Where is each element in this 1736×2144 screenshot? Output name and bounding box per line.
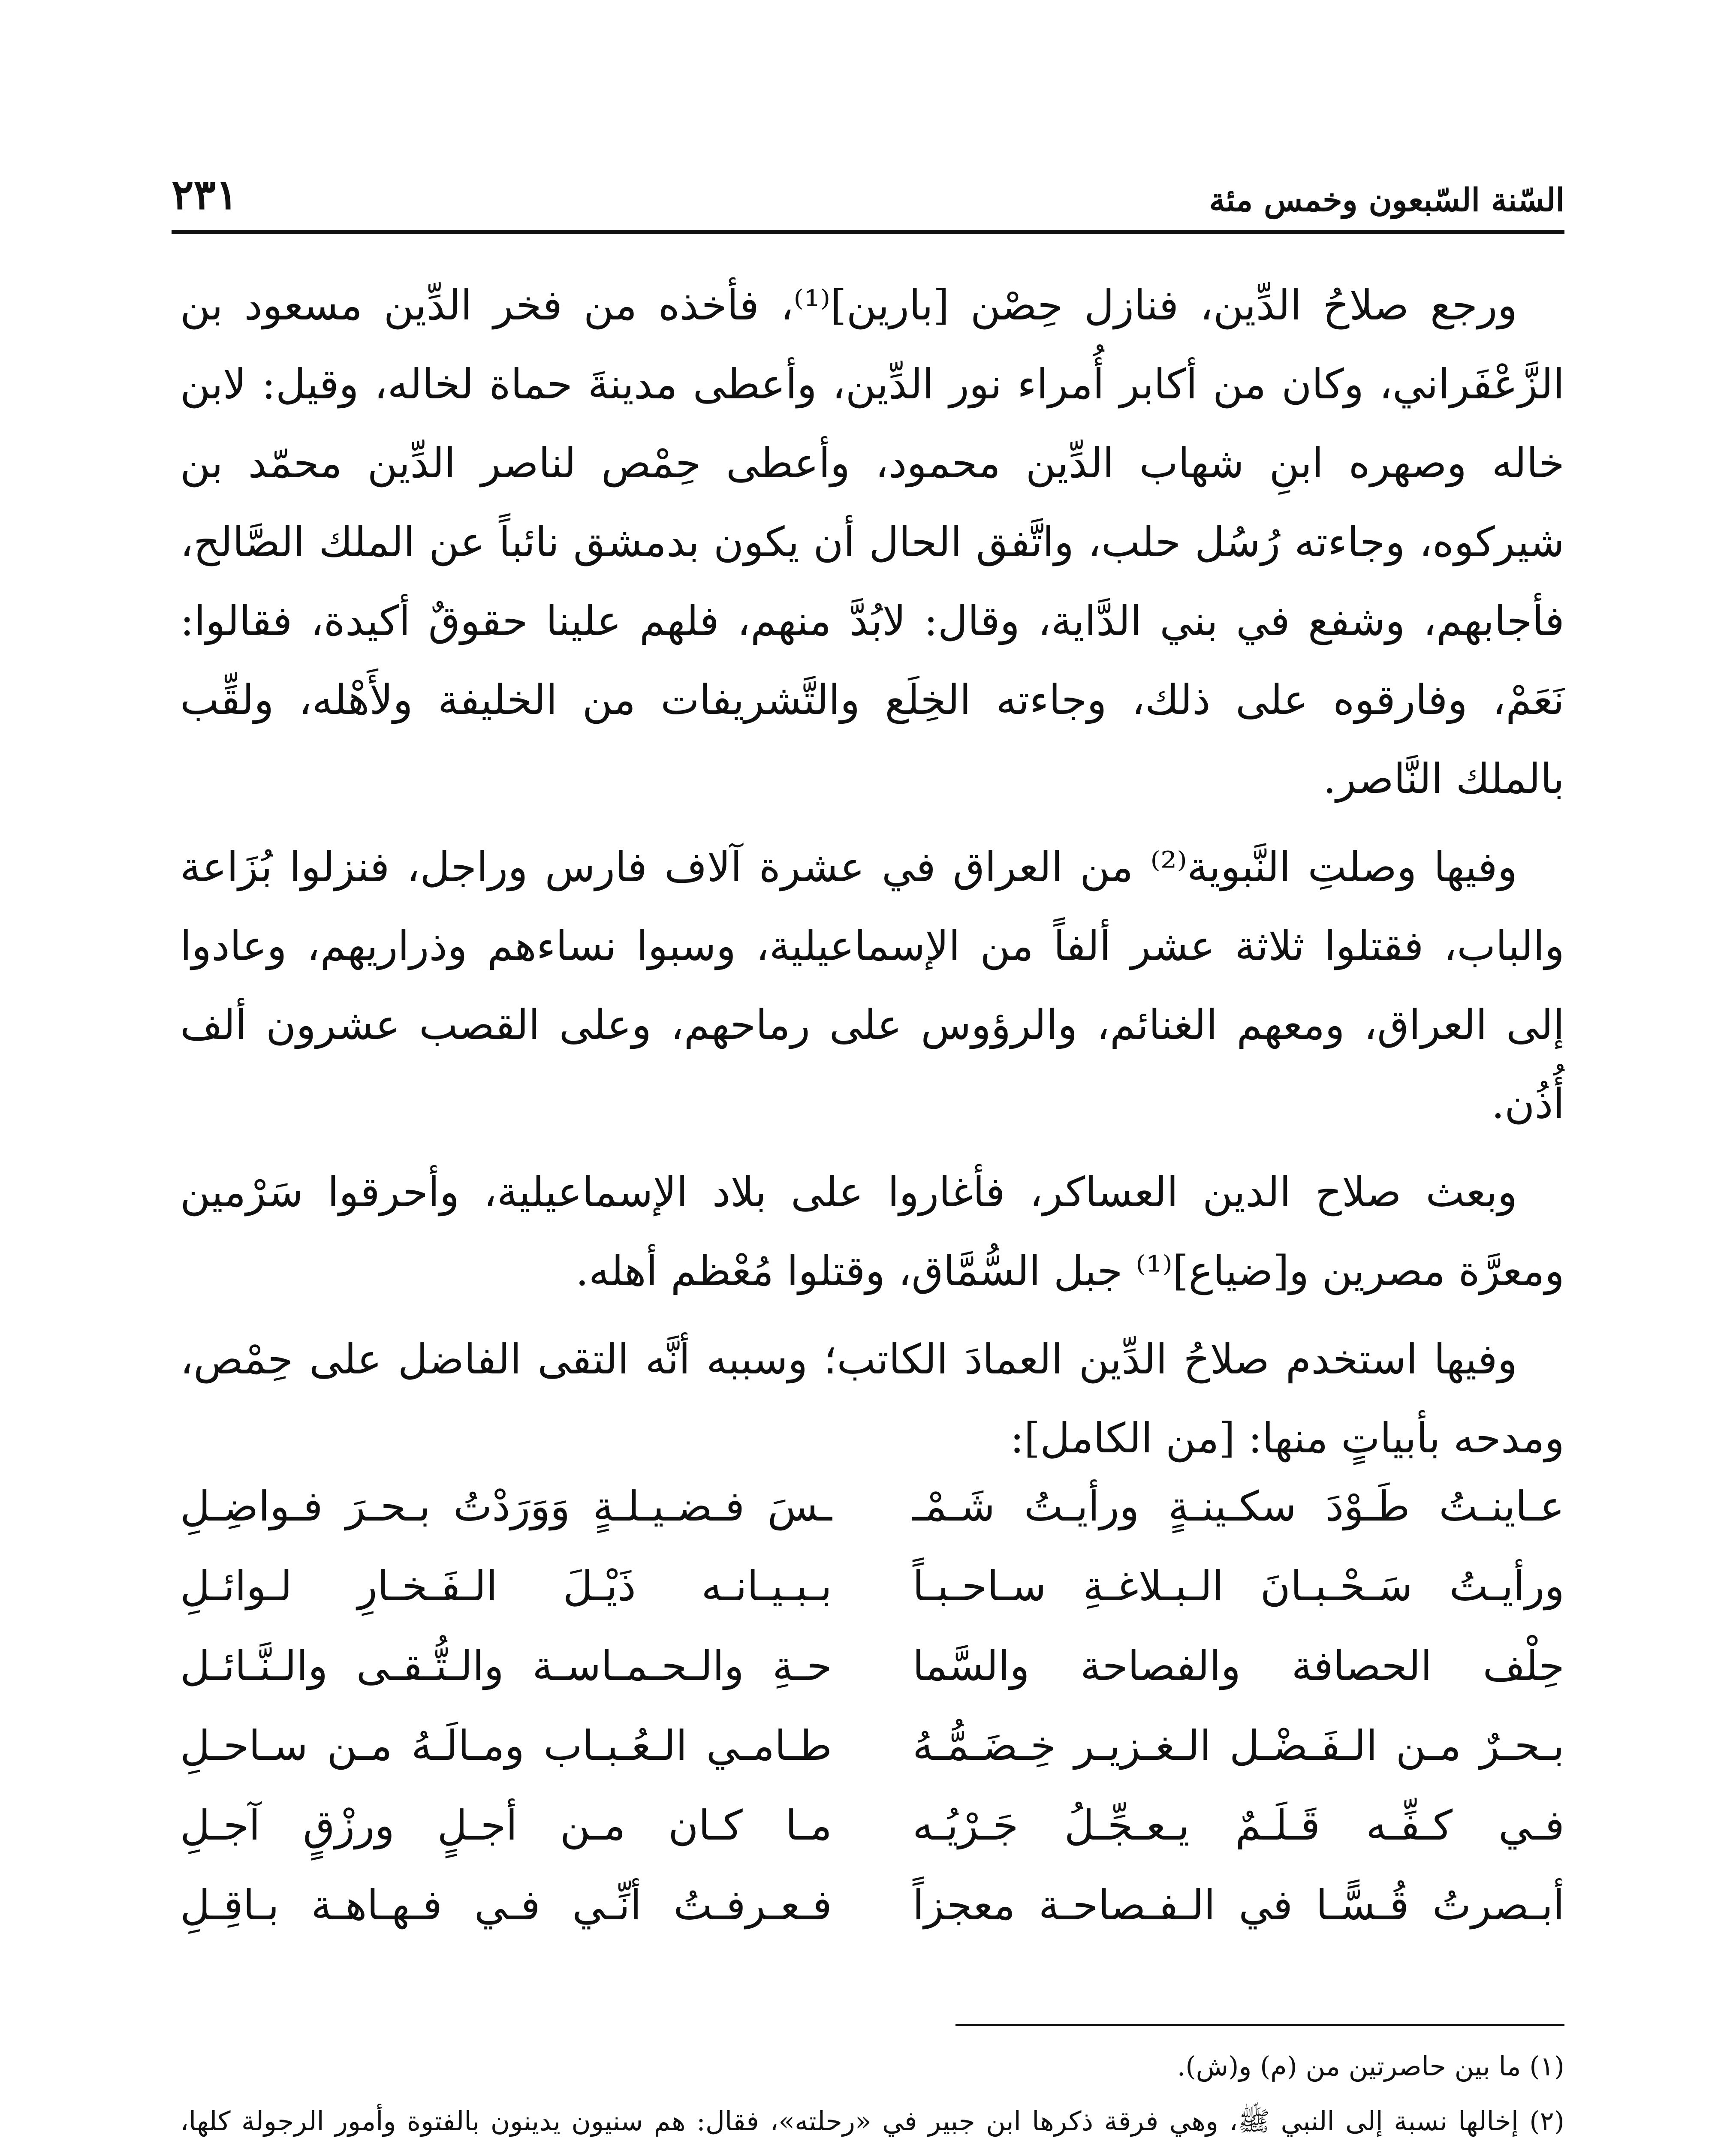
page-header bbox=[172, 163, 1564, 234]
verse-first-hemistich: فـي كـفِّـه قَـلَـمٌ يـعـجِّـلُ جَـرْيُـه bbox=[913, 1801, 1564, 1849]
verse-first-hemistich: أبـصرتُ قُـسًّـا في الـفـصاحـة معجزاً bbox=[913, 1881, 1564, 1929]
verse-line bbox=[180, 1626, 1564, 1706]
verse-first-hemistich: حِلْف الحصافة والفصاحة والسَّما bbox=[913, 1642, 1564, 1690]
verse-second-hemistich: طـامـي الـعُـبـاب ومـالَـهُ مـن سـاحـلِ bbox=[180, 1722, 832, 1770]
running-title: السّنة السّبعون وخمس مئة bbox=[1209, 182, 1564, 219]
paragraph-3: وبعث صلاح الدين العساكر، فأغاروا على بلاد الإسماعيلية، وأحرقوا سَرْمين ومعرَّة مصرين و[ضياع]⁽¹⁾ جبل السُّمَّاق، وقتلوا مُعْظم أهله. bbox=[180, 1168, 1564, 1295]
verse-line bbox=[180, 1865, 1564, 1945]
footnote-divider bbox=[955, 2024, 1564, 2026]
verse-second-hemistich: فـعـرفـتُ أنِّـي فـي فـهـاهـة بـاقِـلِ bbox=[180, 1881, 832, 1929]
verse-first-hemistich: بـحـرٌ مـن الـفَـضْـل الـغـزيـر خِـضَـمُّـهُ bbox=[913, 1722, 1564, 1770]
verse-line bbox=[180, 1546, 1564, 1626]
footnotes bbox=[180, 2041, 1564, 2144]
verse-line bbox=[180, 1466, 1564, 1546]
verse-second-hemistich: حـةِ والـحـمـاسـة والـتُّـقـى والـنَّـائـل bbox=[180, 1642, 832, 1690]
verse-first-hemistich: عـاينـتُ طَـوْدَ سكـينـةٍ ورأيـتُ شَـمْـ bbox=[913, 1482, 1564, 1530]
verse-second-hemistich: ـسَ فـضـيـلـةٍ وَوَرَدْتُ بـحـرَ فـواضِـلِ bbox=[180, 1482, 832, 1530]
main-text bbox=[180, 266, 1564, 1487]
verse-line bbox=[180, 1786, 1564, 1865]
verse-second-hemistich: بـبـيـانـه ذَيْـلَ الـفَـخـارِ لـوائـلِ bbox=[180, 1562, 832, 1610]
poem bbox=[180, 1466, 1564, 1945]
paragraph-4: وفيها استخدم صلاحُ الدِّين العمادَ الكاتب؛ وسببه أنَّه التقى الفاضل على حِمْص، ومدحه بأبياتٍ منها: [من الكامل]: bbox=[180, 1335, 1564, 1462]
verse-first-hemistich: ورأيـتُ سَـحْـبـانَ الـبـلاغـةِ سـاحـبـاً bbox=[913, 1562, 1564, 1610]
verse-second-hemistich: مـا كـان مـن أجـلٍ ورزْقٍ آجـلِ bbox=[180, 1801, 832, 1849]
verse-line bbox=[180, 1706, 1564, 1786]
paragraph-1: ورجع صلاحُ الدِّين، فنازل حِصْن [بارين]⁽¹⁾، فأخذه من فخر الدِّين مسعود بن الزَّعْفَراني، وكان من أكابر أُمراء نور الدِّين، وأعطى مدينةَ حماة لخاله، وقيل: لابن خاله وصهره ابنِ شهاب الدِّين محمود، وأعطى حِمْص لناصر الدِّين محمّد بن شيركوه، وجاءته رُسُل حلب، واتَّفق الحال أن يكون بدمشق نائباً عن الملك الصَّالح، فأجابهم، وشفع في بني الدَّاية، وقال: لابُدَّ منهم، فلهم علينا حقوقٌ أكيدة، فقالوا: نَعَمْ، وفارقوه على ذلك، وجاءته الخِلَع والتَّشريفات من الخليفة ولأَهْله، ولقِّب بالملك النَّاصر. bbox=[180, 281, 1565, 803]
page-number: ٢٣١ bbox=[172, 170, 238, 219]
footnote-1: (١) ما بين حاصرتين من (م) و(ش). bbox=[1177, 2051, 1564, 2082]
footnote-2: (٢) إخالها نسبة إلى النبي ﷺ، وهي فرقة ذكرها ابن جبير في «رحلته»، فقال: هم سنيون يدينون بالفتوة وأمور الرجولة كلها، bbox=[180, 2105, 1564, 2137]
paragraph-2: وفيها وصلتِ النَّبوية⁽²⁾ من العراق في عشرة آلاف فارس وراجل، فنزلوا بُزَاعة والباب، فقتلوا ثلاثة عشر ألفاً من الإسماعيلية، وسبوا نساءهم وذراريهم، وعادوا إلى العراق، ومعهم الغنائم، والرؤوس على رماحهم، وعلى القصب عشرون ألف أُذُن. bbox=[180, 843, 1565, 1128]
